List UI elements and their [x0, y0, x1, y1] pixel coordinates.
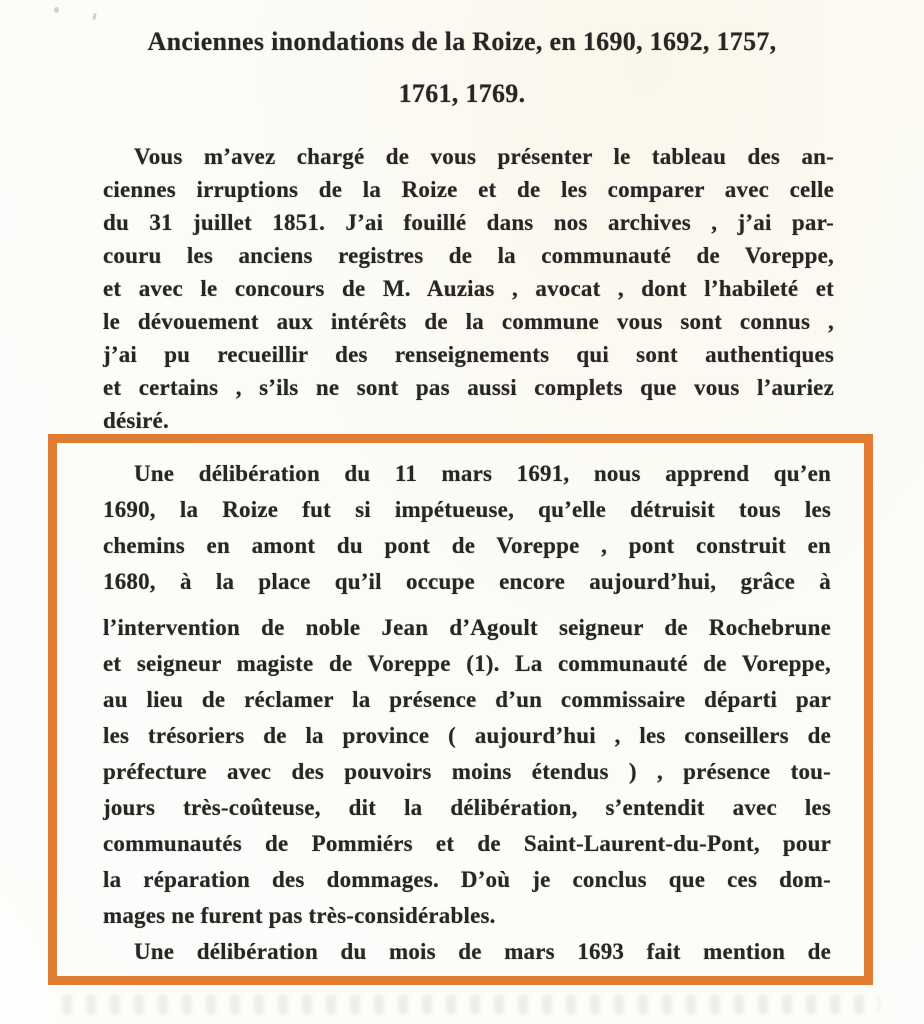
text-line: les trésoriers de la province ( aujourd’hui , les conseillers de [103, 723, 831, 748]
text-line: j’ai pu recueillir des renseignements qui sont authentiques [103, 342, 834, 367]
text-line: au lieu de réclamer la présence d’un commissaire départi par [103, 687, 831, 712]
text-line: 1680, à la place qu’il occupe encore aujourd’hui, grâce à [103, 569, 831, 594]
text-line: le dévouement aux intérêts de la commune vous sont connus , [103, 309, 834, 334]
paper-speck [54, 7, 59, 13]
highlighted-text-region [57, 443, 864, 970]
text-line: communautés de Pommiérs et de Saint-Laurent-du-Pont, pour [103, 831, 831, 856]
highlight-annotation-box [48, 434, 873, 985]
text-line: préfecture avec des pouvoirs moins étendus ) , présence tou- [103, 759, 831, 784]
text-line: Une délibération du mois de mars 1693 fait mention de [134, 939, 831, 964]
paragraph-deliberation-1693 [103, 934, 831, 970]
text-line: ciennes irruptions de la Roize et de les comparer avec celle [103, 177, 834, 202]
document-title [0, 16, 924, 120]
paragraph-jean-dagoult [103, 610, 831, 934]
text-line: et certains , s’ils ne sont pas aussi complets que vous l’auriez [103, 375, 834, 400]
text-line: désiré. [103, 408, 169, 433]
title-line-1: Anciennes inondations de la Roize, en 1690, 1692, 1757, [147, 27, 777, 56]
text-line: et seigneur magiste de Voreppe (1). La communauté de Voreppe, [103, 651, 831, 676]
paragraph-flood-1690 [103, 456, 831, 600]
text-line: la réparation des dommages. D’où je conclus que ces dom- [103, 867, 831, 892]
cutoff-faded-text-row [62, 995, 880, 1014]
text-line: l’intervention de noble Jean d’Agoult seigneur de Rochebrune [103, 615, 831, 640]
text-line: jours très-coûteuse, dit la délibération, s’entendit avec les [103, 795, 831, 820]
text-line: Vous m’avez chargé de vous présenter le tableau des an- [134, 144, 834, 169]
title-line-2: 1761, 1769. [398, 79, 526, 108]
text-line: et avec le concours de M. Auzias , avocat , dont l’habileté et [103, 276, 834, 301]
text-line: Une délibération du 11 mars 1691, nous apprend qu’en [134, 461, 831, 486]
text-line: du 31 juillet 1851. J’ai fouillé dans nos archives , j’ai par- [103, 210, 834, 235]
text-line: chemins en amont du pont de Voreppe , pont construit en [103, 533, 831, 558]
text-line: couru les anciens registres de la communauté de Voreppe, [103, 243, 834, 268]
intro-paragraph [103, 140, 834, 437]
scan-seam-gap [103, 600, 831, 610]
text-line: mages ne furent pas très-considérables. [103, 903, 496, 928]
text-line: 1690, la Roize fut si impétueuse, qu’elle détruisit tous les [103, 497, 831, 522]
